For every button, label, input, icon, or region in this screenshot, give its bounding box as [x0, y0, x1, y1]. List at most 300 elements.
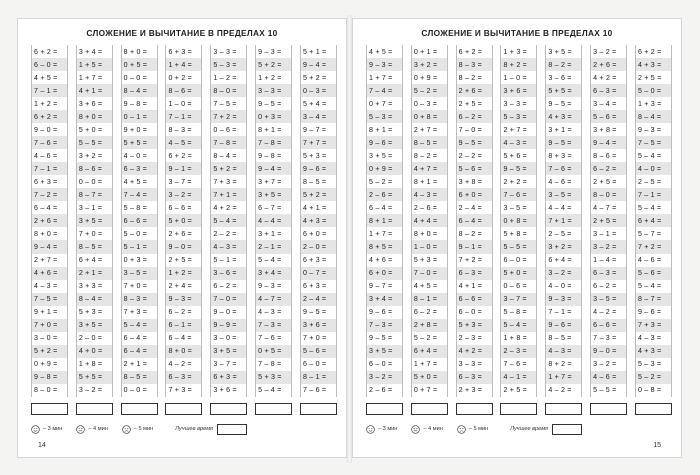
exercise-cell[interactable]: 8 + 1 = — [413, 177, 438, 186]
exercise-cell[interactable]: 7 – 6 = — [258, 334, 282, 343]
exercise-cell[interactable]: 7 – 3 = — [367, 319, 402, 332]
exercise-cell[interactable]: 2 – 0 = — [78, 334, 103, 343]
exercise-cell[interactable]: 9 – 0 = — [166, 240, 201, 253]
exercise-cell[interactable]: 3 + 5 = — [548, 47, 572, 56]
exercise-cell[interactable]: 9 + 0 = — [123, 125, 148, 134]
exercise-cell[interactable]: 5 + 1 = — [302, 47, 327, 56]
exercise-cell[interactable]: 3 – 1 = — [593, 229, 617, 238]
exercise-cell[interactable]: 8 + 0 = — [34, 229, 58, 238]
exercise-cell[interactable]: 9 – 4 = — [591, 136, 626, 149]
exercise-cell[interactable]: 8 + 1 = — [367, 214, 402, 227]
exercise-cell[interactable]: 5 – 5 = — [77, 136, 112, 149]
exercise-cell[interactable]: 5 – 3 = — [211, 58, 246, 71]
exercise-cell[interactable]: 7 – 1 = — [32, 162, 67, 175]
exercise-cell[interactable]: 2 – 2 = — [458, 151, 482, 160]
exercise-cell[interactable]: 2 + 5 = — [503, 386, 527, 395]
exercise-cell[interactable]: 3 + 5 = — [369, 151, 393, 160]
score-box[interactable] — [411, 403, 448, 415]
exercise-cell[interactable]: 4 – 6 = — [591, 371, 626, 384]
exercise-cell[interactable]: 1 + 7 = — [369, 229, 393, 238]
exercise-cell[interactable]: 1 + 4 = — [166, 58, 201, 71]
exercise-cell[interactable]: 9 – 4 = — [256, 162, 291, 175]
exercise-cell[interactable]: 9 – 6 = — [369, 308, 393, 317]
exercise-cell[interactable]: 2 + 3 = — [458, 386, 483, 395]
exercise-cell[interactable]: 3 + 8 = — [458, 177, 483, 186]
exercise-cell[interactable]: 4 – 6 = — [548, 177, 572, 186]
exercise-cell[interactable]: 6 – 4 = — [122, 345, 157, 358]
exercise-cell[interactable]: 4 – 1 = — [501, 371, 536, 384]
score-box[interactable] — [590, 403, 627, 415]
exercise-cell[interactable]: 6 – 3 = — [166, 371, 201, 384]
exercise-cell[interactable]: 0 + 2 = — [168, 73, 192, 82]
exercise-cell[interactable]: 2 + 7 = — [503, 125, 527, 134]
exercise-cell[interactable]: 6 – 2 = — [593, 282, 617, 291]
exercise-cell[interactable]: 3 + 3 = — [78, 282, 103, 291]
exercise-cell[interactable]: 8 – 4 = — [213, 151, 237, 160]
exercise-cell[interactable]: 4 – 3 = — [258, 308, 282, 317]
exercise-cell[interactable]: 0 + 3 = — [123, 256, 148, 265]
exercise-cell[interactable]: 9 – 3 = — [367, 58, 402, 71]
exercise-cell[interactable]: 0 – 3 = — [301, 84, 336, 97]
exercise-cell[interactable]: 3 – 4 = — [301, 110, 336, 123]
exercise-cell[interactable]: 4 + 6 = — [369, 256, 393, 265]
exercise-cell[interactable]: 9 – 5 = — [501, 162, 536, 175]
exercise-cell[interactable]: 8 – 5 = — [548, 334, 572, 343]
exercise-cell[interactable]: 4 + 1 = — [77, 84, 112, 97]
exercise-cell[interactable]: 6 – 0 = — [302, 360, 327, 369]
score-box[interactable] — [76, 403, 113, 415]
exercise-cell[interactable]: 6 – 2 = — [168, 308, 192, 317]
exercise-cell[interactable]: 8 – 6 = — [77, 162, 112, 175]
exercise-cell[interactable]: 5 + 4 = — [302, 99, 327, 108]
exercise-cell[interactable]: 6 + 2 = — [34, 47, 58, 56]
exercise-cell[interactable]: 7 – 5 = — [636, 136, 671, 149]
exercise-cell[interactable]: 5 + 3 = — [413, 256, 438, 265]
exercise-cell[interactable]: 4 – 3 = — [501, 136, 536, 149]
exercise-cell[interactable]: 9 – 0 = — [213, 308, 237, 317]
score-box[interactable] — [500, 403, 537, 415]
exercise-cell[interactable]: 8 – 4 = — [122, 84, 157, 97]
exercise-cell[interactable]: 2 + 6 = — [32, 214, 67, 227]
exercise-cell[interactable]: 0 – 0 = — [78, 177, 103, 186]
exercise-cell[interactable]: 2 + 2 = — [503, 177, 527, 186]
exercise-cell[interactable]: 9 – 0 = — [591, 345, 626, 358]
exercise-cell[interactable]: 8 – 5 = — [302, 177, 327, 186]
exercise-cell[interactable]: 5 – 5 = — [501, 240, 536, 253]
exercise-cell[interactable]: 9 – 3 = — [258, 282, 282, 291]
exercise-cell[interactable]: 9 – 6 = — [637, 308, 662, 317]
exercise-cell[interactable]: 4 – 7 = — [256, 293, 291, 306]
exercise-cell[interactable]: 9 – 1 = — [166, 162, 201, 175]
exercise-cell[interactable]: 0 – 1 = — [122, 110, 157, 123]
exercise-cell[interactable]: 4 – 0 = — [548, 282, 572, 291]
exercise-cell[interactable]: 4 + 1 = — [302, 203, 327, 212]
exercise-cell[interactable]: 3 + 2 = — [412, 58, 447, 71]
exercise-cell[interactable]: 5 + 0 = — [78, 125, 103, 134]
exercise-cell[interactable]: 3 – 7 = — [168, 177, 192, 186]
exercise-cell[interactable]: 2 + 6 = — [168, 229, 192, 238]
best-time-box[interactable] — [552, 424, 582, 435]
exercise-cell[interactable]: 3 + 5 = — [256, 188, 291, 201]
exercise-cell[interactable]: 3 – 2 = — [78, 386, 103, 395]
score-box[interactable] — [255, 403, 292, 415]
score-box[interactable] — [635, 403, 672, 415]
exercise-cell[interactable]: 6 – 0 = — [503, 256, 527, 265]
exercise-cell[interactable]: 1 + 8 = — [78, 360, 103, 369]
exercise-cell[interactable]: 6 + 3 = — [302, 282, 327, 291]
exercise-cell[interactable]: 4 + 5 = — [34, 73, 58, 82]
exercise-cell[interactable]: 3 – 4 = — [593, 99, 617, 108]
exercise-cell[interactable]: 6 + 2 = — [458, 47, 483, 56]
exercise-cell[interactable]: 7 – 6 = — [32, 136, 67, 149]
exercise-cell[interactable]: 3 + 6 = — [501, 84, 536, 97]
exercise-cell[interactable]: 6 – 6 = — [168, 203, 192, 212]
exercise-cell[interactable]: 0 – 3 = — [413, 99, 438, 108]
exercise-cell[interactable]: 8 – 0 = — [591, 188, 626, 201]
exercise-cell[interactable]: 1 + 7 = — [546, 371, 581, 384]
exercise-cell[interactable]: 4 + 3 = — [636, 58, 671, 71]
exercise-cell[interactable]: 5 – 0 = — [123, 229, 147, 238]
exercise-cell[interactable]: 8 – 4 = — [77, 293, 112, 306]
exercise-cell[interactable]: 6 + 3 = — [302, 256, 327, 265]
exercise-cell[interactable]: 4 – 0 = — [636, 162, 671, 175]
exercise-cell[interactable]: 2 + 1 = — [123, 360, 148, 369]
exercise-cell[interactable]: 5 + 5 = — [546, 84, 581, 97]
exercise-cell[interactable]: 2 – 6 = — [369, 386, 393, 395]
exercise-cell[interactable]: 4 – 3 = — [211, 240, 246, 253]
exercise-cell[interactable]: 2 – 4 = — [301, 293, 336, 306]
exercise-cell[interactable]: 9 – 5 = — [369, 334, 393, 343]
exercise-cell[interactable]: 8 – 0 = — [211, 84, 246, 97]
exercise-cell[interactable]: 8 – 2 = — [413, 151, 438, 160]
exercise-cell[interactable]: 6 + 3 = — [211, 371, 246, 384]
exercise-cell[interactable]: 7 – 1 = — [548, 308, 572, 317]
exercise-cell[interactable]: 2 + 5 = — [458, 99, 483, 108]
exercise-cell[interactable]: 3 – 3 = — [256, 84, 291, 97]
best-time-box[interactable] — [217, 424, 247, 435]
exercise-cell[interactable]: 5 + 6 = — [503, 151, 527, 160]
exercise-cell[interactable]: 4 + 3 = — [301, 214, 336, 227]
exercise-cell[interactable]: 5 + 5 = — [122, 136, 157, 149]
exercise-cell[interactable]: 5 + 2 = — [301, 188, 336, 201]
exercise-cell[interactable]: 5 – 2 = — [412, 84, 447, 97]
exercise-cell[interactable]: 3 – 0 = — [34, 334, 58, 343]
exercise-cell[interactable]: 5 – 4 = — [122, 319, 157, 332]
exercise-cell[interactable]: 8 – 7 = — [636, 293, 671, 306]
exercise-cell[interactable]: 7 + 2 = — [458, 256, 483, 265]
exercise-cell[interactable]: 4 – 4 = — [548, 203, 572, 212]
exercise-cell[interactable]: 4 – 2 = — [168, 360, 192, 369]
exercise-cell[interactable]: 2 – 6 = — [413, 203, 438, 212]
exercise-cell[interactable]: 1 – 0 = — [412, 240, 447, 253]
exercise-cell[interactable]: 0 – 0 = — [123, 73, 147, 82]
exercise-cell[interactable]: 5 – 2 = — [369, 177, 393, 186]
exercise-cell[interactable]: 0 + 9 = — [34, 360, 58, 369]
exercise-cell[interactable]: 2 + 8 = — [412, 319, 447, 332]
exercise-cell[interactable]: 4 – 6 = — [34, 151, 58, 160]
exercise-cell[interactable]: 6 – 4 = — [369, 203, 393, 212]
exercise-cell[interactable]: 3 – 3 = — [213, 47, 237, 56]
exercise-cell[interactable]: 7 + 2 = — [636, 240, 671, 253]
exercise-cell[interactable]: 4 + 5 = — [413, 282, 438, 291]
score-box[interactable] — [545, 403, 582, 415]
exercise-cell[interactable]: 1 + 7 = — [78, 73, 103, 82]
exercise-cell[interactable]: 2 + 6 = — [457, 84, 492, 97]
score-box[interactable] — [210, 403, 247, 415]
exercise-cell[interactable]: 3 – 5 = — [591, 293, 626, 306]
exercise-cell[interactable]: 3 – 2 = — [593, 47, 617, 56]
exercise-cell[interactable]: 5 – 0 = — [636, 84, 671, 97]
exercise-cell[interactable]: 6 + 2 = — [32, 110, 67, 123]
exercise-cell[interactable]: 8 – 4 = — [636, 110, 671, 123]
exercise-cell[interactable]: 5 – 6 = — [457, 162, 492, 175]
exercise-cell[interactable]: 3 – 7 = — [213, 360, 237, 369]
exercise-cell[interactable]: 3 + 2 = — [78, 151, 103, 160]
exercise-cell[interactable]: 6 – 4 = — [123, 334, 147, 343]
exercise-cell[interactable]: 9 – 3 = — [546, 293, 581, 306]
exercise-cell[interactable]: 8 + 0 = — [166, 345, 201, 358]
exercise-cell[interactable]: 5 – 6 = — [636, 267, 671, 280]
exercise-cell[interactable]: 2 – 1 = — [256, 240, 291, 253]
exercise-cell[interactable]: 5 + 0 = — [501, 267, 536, 280]
exercise-cell[interactable]: 4 + 3 = — [636, 345, 671, 358]
exercise-cell[interactable]: 4 + 0 = — [77, 345, 112, 358]
exercise-cell[interactable]: 8 – 1 = — [301, 371, 336, 384]
exercise-cell[interactable]: 7 + 3 = — [636, 319, 671, 332]
exercise-cell[interactable]: 6 + 4 = — [78, 256, 103, 265]
exercise-cell[interactable]: 9 – 8 = — [32, 371, 67, 384]
exercise-cell[interactable]: 5 – 3 = — [501, 110, 536, 123]
exercise-cell[interactable]: 8 – 3 = — [457, 58, 492, 71]
exercise-cell[interactable]: 0 – 8 = — [637, 386, 662, 395]
exercise-cell[interactable]: 4 + 5 = — [123, 177, 148, 186]
exercise-cell[interactable]: 2 – 5 = — [548, 229, 572, 238]
exercise-cell[interactable]: 8 – 3 = — [122, 293, 157, 306]
exercise-cell[interactable]: 5 + 3 = — [457, 319, 492, 332]
exercise-cell[interactable]: 9 – 5 = — [548, 99, 572, 108]
exercise-cell[interactable]: 5 – 4 = — [258, 256, 282, 265]
exercise-cell[interactable]: 9 – 3 = — [166, 293, 201, 306]
exercise-cell[interactable]: 7 – 5 = — [32, 293, 67, 306]
exercise-cell[interactable]: 6 – 3 = — [591, 267, 626, 280]
exercise-cell[interactable]: 6 – 2 = — [591, 162, 626, 175]
exercise-cell[interactable]: 8 – 2 = — [458, 229, 482, 238]
exercise-cell[interactable]: 4 + 3 = — [546, 110, 581, 123]
exercise-cell[interactable]: 3 – 6 = — [548, 73, 572, 82]
exercise-cell[interactable]: 5 – 5 = — [593, 386, 617, 395]
exercise-cell[interactable]: 8 – 5 = — [77, 240, 112, 253]
exercise-cell[interactable]: 5 – 1 = — [122, 240, 157, 253]
exercise-cell[interactable]: 7 + 3 = — [168, 386, 192, 395]
exercise-cell[interactable]: 6 + 0 = — [367, 267, 402, 280]
exercise-cell[interactable]: 3 + 2 = — [546, 240, 581, 253]
exercise-cell[interactable]: 7 + 1 = — [546, 214, 581, 227]
exercise-cell[interactable]: 9 – 5 = — [258, 99, 282, 108]
exercise-cell[interactable]: 9 + 1 = — [34, 308, 58, 317]
exercise-cell[interactable]: 7 – 8 = — [256, 136, 291, 149]
exercise-cell[interactable]: 4 – 2 = — [548, 386, 572, 395]
exercise-cell[interactable]: 5 – 6 = — [301, 345, 336, 358]
score-box[interactable] — [31, 403, 68, 415]
exercise-cell[interactable]: 2 + 5 = — [593, 177, 617, 186]
exercise-cell[interactable]: 9 – 6 = — [367, 136, 402, 149]
exercise-cell[interactable]: 2 – 6 = — [367, 188, 402, 201]
exercise-cell[interactable]: 7 – 6 = — [503, 360, 527, 369]
score-box[interactable] — [456, 403, 493, 415]
exercise-cell[interactable]: 0 + 7 = — [413, 386, 438, 395]
exercise-cell[interactable]: 4 – 3 = — [546, 345, 581, 358]
exercise-cell[interactable]: 7 – 5 = — [213, 99, 237, 108]
exercise-cell[interactable]: 3 + 7 = — [258, 177, 282, 186]
exercise-cell[interactable]: 6 – 3 = — [591, 84, 626, 97]
exercise-cell[interactable]: 4 + 6 = — [32, 267, 67, 280]
exercise-cell[interactable]: 9 – 6 = — [301, 162, 336, 175]
exercise-cell[interactable]: 8 + 0 = — [123, 47, 148, 56]
exercise-cell[interactable]: 7 – 6 = — [546, 162, 581, 175]
exercise-cell[interactable]: 5 + 0 = — [166, 214, 201, 227]
exercise-cell[interactable]: 4 + 1 = — [458, 282, 483, 291]
score-box[interactable] — [300, 403, 337, 415]
exercise-cell[interactable]: 3 – 2 = — [546, 267, 581, 280]
exercise-cell[interactable]: 4 – 4 = — [256, 214, 291, 227]
exercise-cell[interactable]: 9 – 9 = — [211, 319, 246, 332]
exercise-cell[interactable]: 5 + 3 = — [256, 371, 291, 384]
exercise-cell[interactable]: 7 – 4 = — [122, 188, 157, 201]
exercise-cell[interactable]: 8 – 2 = — [546, 58, 581, 71]
exercise-cell[interactable]: 9 – 4 = — [301, 58, 336, 71]
exercise-cell[interactable]: 1 + 8 = — [503, 334, 527, 343]
exercise-cell[interactable]: 3 + 5 = — [367, 345, 402, 358]
exercise-cell[interactable]: 8 + 2 = — [501, 58, 536, 71]
exercise-cell[interactable]: 5 + 2 = — [302, 73, 327, 82]
exercise-cell[interactable]: 7 – 8 = — [211, 136, 246, 149]
exercise-cell[interactable]: 4 – 6 = — [637, 256, 662, 265]
exercise-cell[interactable]: 5 + 2 = — [32, 345, 67, 358]
exercise-cell[interactable]: 6 + 4 = — [636, 214, 671, 227]
exercise-cell[interactable]: 5 – 8 = — [123, 203, 147, 212]
exercise-cell[interactable]: 4 – 3 = — [34, 282, 58, 291]
exercise-cell[interactable]: 3 – 6 = — [211, 267, 246, 280]
exercise-cell[interactable]: 0 + 1 = — [413, 47, 438, 56]
exercise-cell[interactable]: 8 – 1 = — [412, 293, 447, 306]
exercise-cell[interactable]: 8 + 1 = — [258, 125, 282, 134]
exercise-cell[interactable]: 6 – 6 = — [591, 319, 626, 332]
exercise-cell[interactable]: 2 + 4 = — [168, 282, 192, 291]
exercise-cell[interactable]: 7 – 6 = — [501, 188, 536, 201]
exercise-cell[interactable]: 6 + 0 = — [457, 188, 492, 201]
exercise-cell[interactable]: 4 – 5 = — [166, 136, 201, 149]
exercise-cell[interactable]: 3 – 3 = — [458, 360, 482, 369]
exercise-cell[interactable]: 3 – 1 = — [78, 203, 103, 212]
exercise-cell[interactable]: 7 + 0 = — [302, 334, 327, 343]
exercise-cell[interactable]: 5 – 4 = — [637, 203, 662, 212]
exercise-cell[interactable]: 7 – 2 = — [32, 188, 67, 201]
exercise-cell[interactable]: 4 – 2 = — [593, 308, 617, 317]
exercise-cell[interactable]: 7 – 3 = — [256, 319, 291, 332]
exercise-cell[interactable]: 0 + 9 = — [367, 162, 402, 175]
exercise-cell[interactable]: 3 + 6 = — [78, 99, 103, 108]
exercise-cell[interactable]: 6 + 0 = — [302, 229, 327, 238]
exercise-cell[interactable]: 8 + 3 = — [548, 151, 572, 160]
exercise-cell[interactable]: 3 + 4 = — [78, 47, 103, 56]
exercise-cell[interactable]: 5 – 3 = — [637, 360, 662, 369]
exercise-cell[interactable]: 7 + 3 = — [213, 177, 237, 186]
exercise-cell[interactable]: 5 – 6 = — [591, 110, 626, 123]
exercise-cell[interactable]: 9 – 5 = — [546, 136, 581, 149]
exercise-cell[interactable]: 6 – 4 = — [168, 334, 192, 343]
exercise-cell[interactable]: 8 – 0 = — [34, 386, 58, 395]
exercise-cell[interactable]: 6 – 2 = — [213, 282, 237, 291]
exercise-cell[interactable]: 4 + 5 = — [369, 47, 393, 56]
exercise-cell[interactable]: 3 – 2 = — [593, 360, 617, 369]
exercise-cell[interactable]: 2 – 4 = — [458, 203, 482, 212]
exercise-cell[interactable]: 5 + 2 = — [211, 162, 246, 175]
exercise-cell[interactable]: 9 – 3 = — [637, 125, 662, 134]
exercise-cell[interactable]: 1 + 5 = — [77, 58, 112, 71]
exercise-cell[interactable]: 8 + 5 = — [367, 240, 402, 253]
exercise-cell[interactable]: 4 – 7 = — [593, 203, 617, 212]
exercise-cell[interactable]: 7 – 0 = — [211, 293, 246, 306]
exercise-cell[interactable]: 3 + 5 = — [77, 319, 112, 332]
exercise-cell[interactable]: 6 + 2 = — [637, 47, 662, 56]
score-box[interactable] — [366, 403, 403, 415]
exercise-cell[interactable]: 1 + 2 = — [34, 99, 58, 108]
exercise-cell[interactable]: 2 + 6 = — [591, 58, 626, 71]
exercise-cell[interactable]: 9 – 1 = — [457, 240, 492, 253]
exercise-cell[interactable]: 3 – 2 = — [367, 371, 402, 384]
exercise-cell[interactable]: 9 – 7 = — [369, 282, 393, 291]
exercise-cell[interactable]: 6 – 3 = — [122, 162, 157, 175]
exercise-cell[interactable]: 3 – 0 = — [213, 334, 237, 343]
exercise-cell[interactable]: 0 + 5 = — [122, 58, 157, 71]
exercise-cell[interactable]: 5 – 1 = — [213, 256, 237, 265]
exercise-cell[interactable]: 9 – 0 = — [34, 125, 58, 134]
exercise-cell[interactable]: 8 + 2 = — [548, 360, 572, 369]
exercise-cell[interactable]: 0 + 5 = — [256, 345, 291, 358]
exercise-cell[interactable]: 4 + 2 = — [457, 345, 492, 358]
exercise-cell[interactable]: 7 – 8 = — [258, 360, 282, 369]
exercise-cell[interactable]: 6 – 6 = — [122, 214, 157, 227]
exercise-cell[interactable]: 5 – 8 = — [503, 308, 527, 317]
exercise-cell[interactable]: 0 + 9 = — [413, 73, 438, 82]
exercise-cell[interactable]: 0 + 8 = — [501, 214, 536, 227]
exercise-cell[interactable]: 2 – 5 = — [637, 177, 662, 186]
exercise-cell[interactable]: 2 + 1 = — [77, 267, 112, 280]
exercise-cell[interactable]: 7 – 1 = — [636, 188, 671, 201]
exercise-cell[interactable]: 0 + 7 = — [369, 99, 393, 108]
exercise-cell[interactable]: 6 – 0 = — [32, 58, 67, 71]
exercise-cell[interactable]: 7 + 7 = — [301, 136, 336, 149]
exercise-cell[interactable]: 5 + 0 = — [412, 371, 447, 384]
exercise-cell[interactable]: 9 – 8 = — [123, 99, 147, 108]
exercise-cell[interactable]: 5 – 4 = — [501, 319, 536, 332]
exercise-cell[interactable]: 5 – 4 = — [637, 151, 662, 160]
exercise-cell[interactable]: 1 + 2 = — [258, 73, 282, 82]
exercise-cell[interactable]: 5 – 4 = — [258, 386, 282, 395]
exercise-cell[interactable]: 4 + 2 = — [213, 203, 237, 212]
exercise-cell[interactable]: 2 + 7 = — [413, 125, 438, 134]
exercise-cell[interactable]: 8 – 2 = — [458, 73, 482, 82]
exercise-cell[interactable]: 7 – 3 = — [593, 334, 617, 343]
exercise-cell[interactable]: 4 – 3 = — [412, 188, 447, 201]
exercise-cell[interactable]: 7 – 4 = — [367, 84, 402, 97]
exercise-cell[interactable]: 7 + 0 = — [78, 229, 103, 238]
exercise-cell[interactable]: 1 – 2 = — [213, 73, 237, 82]
exercise-cell[interactable]: 3 – 3 = — [503, 99, 527, 108]
exercise-cell[interactable]: 6 – 3 = — [457, 267, 492, 280]
exercise-cell[interactable]: 6 – 2 = — [413, 308, 438, 317]
exercise-cell[interactable]: 2 + 5 = — [637, 73, 662, 82]
